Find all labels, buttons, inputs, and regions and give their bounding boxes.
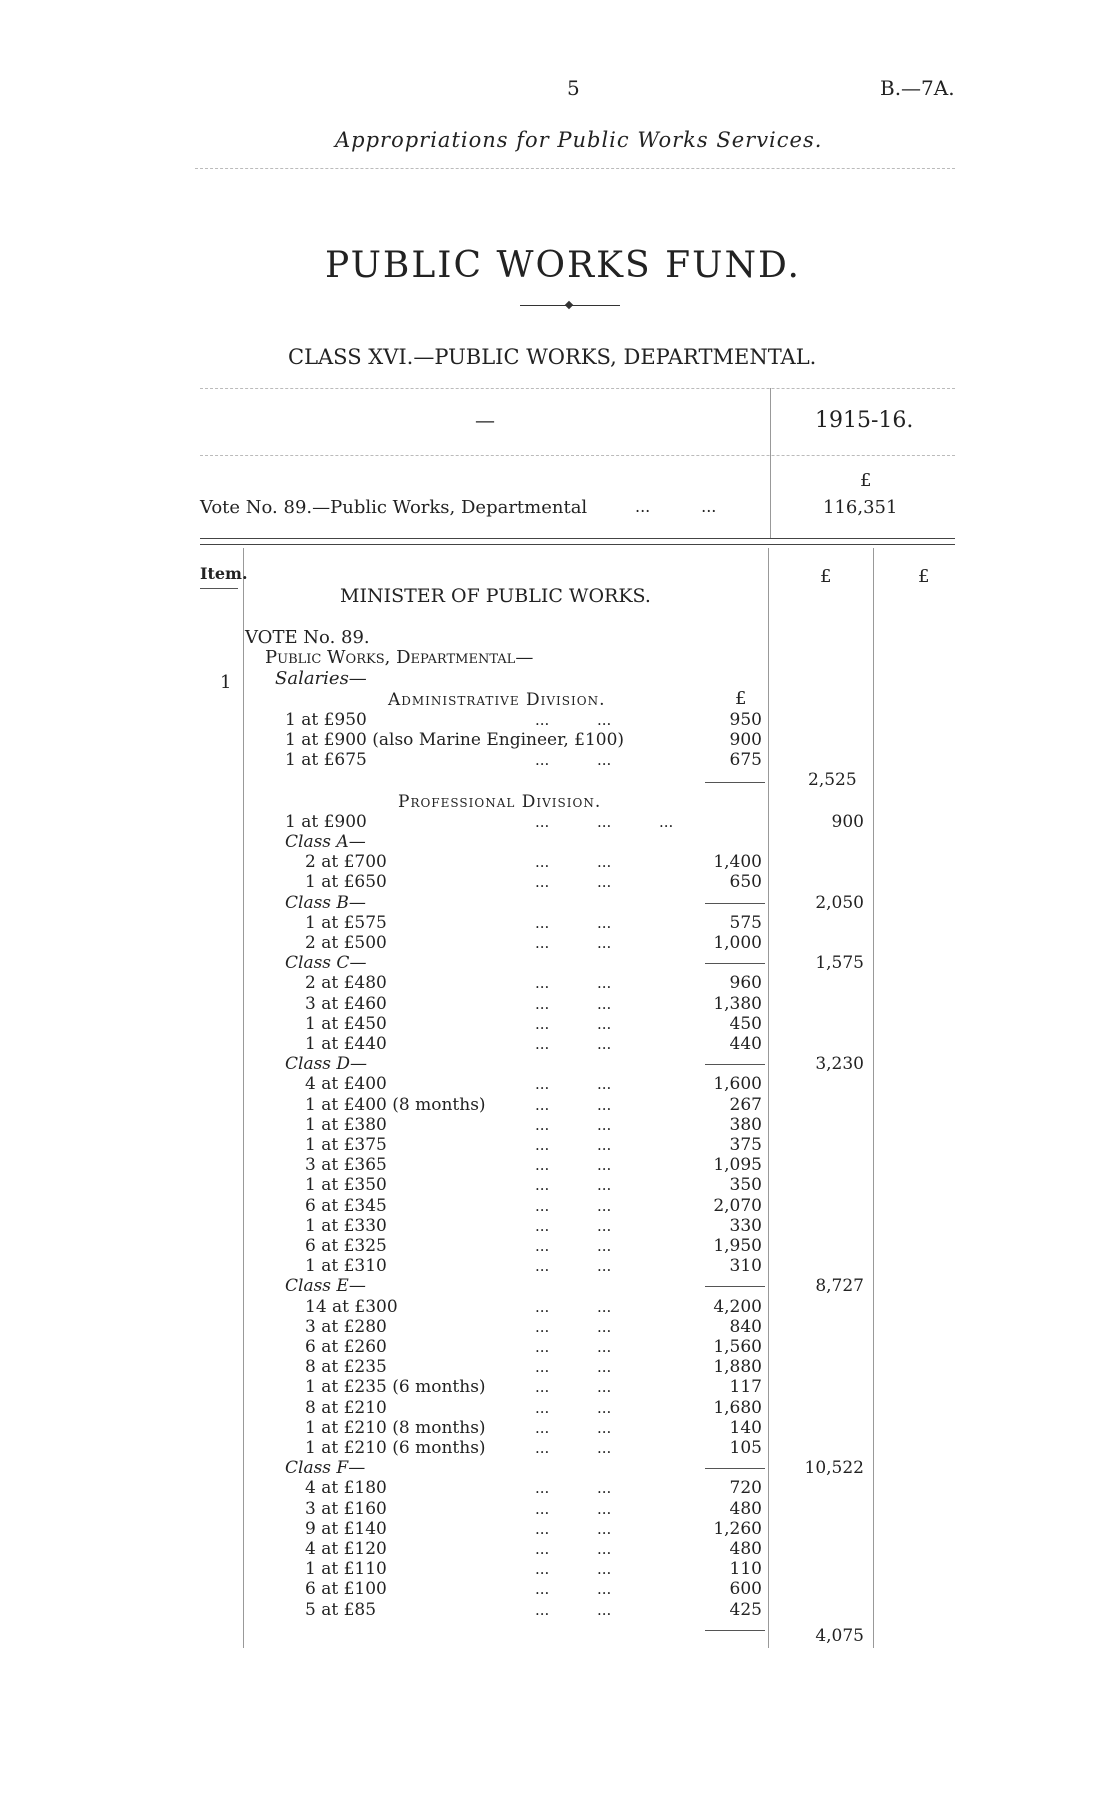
row-dots: ... ... bbox=[535, 1378, 612, 1397]
row-dots: ... ... bbox=[535, 1014, 612, 1033]
subtotal-rule bbox=[705, 1630, 765, 1631]
header-divider bbox=[195, 168, 955, 169]
document-reference: B.—7A. bbox=[880, 76, 955, 100]
row-text: 5 at £85 bbox=[305, 1599, 377, 1620]
row-text: 8 at £210 bbox=[305, 1397, 387, 1418]
row-amount: 450 bbox=[729, 1013, 762, 1034]
row-dots: ... ... bbox=[535, 1540, 612, 1558]
salary-row bbox=[0, 1398, 1114, 1418]
salary-row bbox=[0, 1539, 1114, 1559]
class-label-row bbox=[0, 1276, 1114, 1296]
salary-row bbox=[0, 1438, 1114, 1458]
row-dots: ... ... bbox=[535, 1216, 612, 1235]
vote-summary-dots: ... ... bbox=[635, 497, 717, 516]
class-total: 8,727 bbox=[815, 1276, 864, 1297]
row-dots: ... ... bbox=[535, 1317, 612, 1336]
row-amount: 1,095 bbox=[713, 1155, 762, 1176]
item-number: 1 bbox=[220, 672, 232, 693]
row-text: 2 at £500 bbox=[305, 933, 387, 953]
row-text: 2 at £480 bbox=[305, 973, 387, 994]
class-total: 4,075 bbox=[815, 1625, 864, 1646]
subtotal-rule bbox=[705, 1064, 765, 1065]
class-label: Class E— bbox=[285, 1276, 366, 1297]
admin-total: 2,525 bbox=[808, 770, 857, 790]
title-ornament bbox=[520, 302, 620, 308]
subtotal-rule bbox=[705, 1468, 765, 1469]
row-dots: ... ... bbox=[535, 751, 612, 769]
row-amount: 840 bbox=[729, 1316, 762, 1337]
row-dots: ... ... bbox=[535, 1136, 612, 1154]
row-dots: ... ... bbox=[535, 1439, 612, 1457]
vote-summary-amount: 116,351 bbox=[823, 497, 898, 518]
row-text: 1 at £900 bbox=[285, 812, 367, 832]
summary-column-divider bbox=[770, 388, 771, 538]
class-label-row bbox=[0, 1458, 1114, 1478]
row-amount: 950 bbox=[729, 710, 762, 730]
row-text: 1 at £235 (6 months) bbox=[305, 1377, 486, 1398]
class-title: CLASS XVI.—PUBLIC WORKS, DEPARTMENTAL. bbox=[288, 345, 817, 369]
row-dots: ... ... bbox=[535, 934, 612, 952]
salary-row bbox=[0, 1418, 1114, 1438]
row-dots: ... ... bbox=[535, 1418, 612, 1437]
salary-row bbox=[0, 1115, 1114, 1135]
row-text: 1 at £950 bbox=[285, 710, 367, 730]
row-text: 8 at £235 bbox=[305, 1357, 387, 1378]
salary-row bbox=[0, 1216, 1114, 1236]
row-dots: ... ... bbox=[535, 1358, 612, 1377]
summary-bottom-rule bbox=[200, 538, 955, 539]
subtotal-rule bbox=[705, 903, 765, 904]
page-subtitle: Appropriations for Public Works Services. bbox=[335, 128, 823, 152]
row-dots: ... ... bbox=[535, 1338, 612, 1356]
row-amount: 110 bbox=[729, 1559, 762, 1580]
row-text: 6 at £100 bbox=[305, 1579, 387, 1600]
row-text: 4 at £180 bbox=[305, 1478, 387, 1499]
row-amount: 1,600 bbox=[713, 1074, 762, 1095]
row-amount: 105 bbox=[729, 1438, 762, 1458]
row-text: 1 at £450 bbox=[305, 1013, 387, 1034]
vote-summary-text: Vote No. 89.—Public Works, Departmental bbox=[200, 497, 588, 518]
row-text: 9 at £140 bbox=[305, 1518, 387, 1539]
salary-row bbox=[0, 1236, 1114, 1256]
row-dots: ... ... bbox=[535, 853, 612, 872]
row-amount: 1,880 bbox=[713, 1357, 762, 1378]
item-header-rule bbox=[200, 588, 238, 589]
salary-row bbox=[0, 872, 1114, 892]
row-text: 1 at £375 bbox=[305, 1135, 387, 1155]
row-text: 2 at £700 bbox=[305, 852, 387, 873]
salary-row bbox=[0, 973, 1114, 993]
row-text: 14 at £300 bbox=[305, 1296, 398, 1317]
row-amount: 1,400 bbox=[713, 852, 762, 873]
department-label: Public Works, Departmental— bbox=[265, 647, 534, 668]
row-text: 1 at £400 (8 months) bbox=[305, 1094, 486, 1115]
row-amount: 480 bbox=[729, 1498, 762, 1519]
item-header: Item. bbox=[200, 564, 248, 583]
row-amount: 1,260 bbox=[713, 1518, 762, 1539]
class-label: Class C— bbox=[285, 953, 367, 974]
final-total-row bbox=[0, 1626, 1114, 1646]
row-amount: 900 bbox=[729, 730, 762, 750]
class-label-row bbox=[0, 832, 1114, 852]
row-dots: ... ... bbox=[535, 1257, 612, 1276]
salary-row bbox=[0, 1317, 1114, 1337]
row-text: 1 at £210 (6 months) bbox=[305, 1438, 486, 1458]
row-text: 1 at £330 bbox=[305, 1215, 387, 1236]
salary-row bbox=[0, 1014, 1114, 1034]
class-label-row bbox=[0, 1054, 1114, 1074]
row-amount: 2,070 bbox=[713, 1195, 762, 1216]
row-dots: ... ... bbox=[535, 1560, 612, 1579]
salary-row bbox=[0, 913, 1114, 933]
row-amount: 1,380 bbox=[713, 993, 762, 1014]
row-text: 1 at £675 bbox=[285, 750, 367, 770]
salary-row bbox=[0, 852, 1114, 872]
row-text: 6 at £345 bbox=[305, 1195, 387, 1216]
row-text: 1 at £310 bbox=[305, 1256, 387, 1277]
salary-row bbox=[0, 933, 1114, 953]
salary-row bbox=[0, 1519, 1114, 1539]
pound-header-2: £ bbox=[918, 566, 930, 587]
row-amount: 267 bbox=[729, 1094, 762, 1115]
summary-currency: £ bbox=[860, 470, 872, 491]
row-amount: 375 bbox=[729, 1135, 762, 1155]
subtotal-rule bbox=[705, 963, 765, 964]
row-dots: ... ... ... bbox=[535, 813, 674, 831]
row-dots: ... ... bbox=[535, 994, 612, 1013]
salary-row bbox=[0, 1175, 1114, 1195]
row-amount: 650 bbox=[729, 872, 762, 893]
row-amount: 1,560 bbox=[713, 1337, 762, 1357]
salaries-label: Salaries— bbox=[275, 668, 367, 689]
row-text: 1 at £440 bbox=[305, 1034, 387, 1054]
row-amount: 380 bbox=[729, 1114, 762, 1135]
row-text: 1 at £380 bbox=[305, 1114, 387, 1135]
row-dots: ... ... bbox=[535, 873, 612, 892]
row-amount: 117 bbox=[729, 1377, 762, 1398]
row-dots: ... ... bbox=[535, 974, 612, 993]
summary-year: 1915-16. bbox=[815, 408, 914, 433]
row-dots: ... ... bbox=[535, 1297, 612, 1316]
class-label: Class A— bbox=[285, 832, 366, 852]
salary-row bbox=[0, 1499, 1114, 1519]
row-amount: 720 bbox=[729, 1478, 762, 1499]
row-amount: 1,680 bbox=[713, 1397, 762, 1418]
row-text: 4 at £120 bbox=[305, 1539, 387, 1559]
row-text: 3 at £460 bbox=[305, 993, 387, 1014]
row-text: 1 at £650 bbox=[305, 872, 387, 893]
row-dots: ... ... bbox=[535, 1156, 612, 1175]
row-text: 4 at £400 bbox=[305, 1074, 387, 1095]
admin-division-heading: Administrative Division. bbox=[388, 690, 606, 710]
class-label: Class D— bbox=[285, 1054, 368, 1075]
row-amount: 425 bbox=[729, 1599, 762, 1620]
class-label: Class F— bbox=[285, 1458, 366, 1479]
class-total: 2,050 bbox=[815, 892, 864, 913]
salary-row bbox=[0, 1135, 1114, 1155]
row-dots: ... ... bbox=[535, 1499, 612, 1518]
summary-mid-rule bbox=[200, 455, 955, 456]
row-amount: 310 bbox=[729, 1256, 762, 1277]
fund-title: PUBLIC WORKS FUND. bbox=[325, 245, 801, 286]
salary-row bbox=[0, 1297, 1114, 1317]
professional-lead-row bbox=[0, 812, 1114, 832]
subtotal-rule bbox=[705, 1286, 765, 1287]
row-dots: ... ... bbox=[535, 1095, 612, 1114]
row-dots: ... ... bbox=[535, 1075, 612, 1094]
row-dots: ... ... bbox=[535, 1580, 612, 1599]
row-amount: 330 bbox=[729, 1215, 762, 1236]
summary-bottom-rule-2 bbox=[200, 544, 955, 545]
salary-row bbox=[0, 1357, 1114, 1377]
row-amount: 960 bbox=[729, 973, 762, 994]
row-amount: 600 bbox=[729, 1579, 762, 1600]
row-text: 3 at £280 bbox=[305, 1316, 387, 1337]
row-text: 6 at £260 bbox=[305, 1337, 387, 1357]
row-amount: 140 bbox=[729, 1417, 762, 1438]
class-total: 1,575 bbox=[815, 953, 864, 974]
pound-header-1: £ bbox=[820, 566, 832, 587]
row-dots: ... ... bbox=[535, 1196, 612, 1215]
class-label-row bbox=[0, 953, 1114, 973]
admin-row bbox=[0, 730, 1114, 750]
salary-row bbox=[0, 1196, 1114, 1216]
row-dots: ... ... bbox=[535, 1398, 612, 1417]
row-dots: ... ... bbox=[535, 1115, 612, 1134]
row-dots: ... ... bbox=[535, 913, 612, 932]
class-label-row bbox=[0, 893, 1114, 913]
salary-row bbox=[0, 1256, 1114, 1276]
row-dots: ... ... bbox=[535, 1479, 612, 1498]
row-dots: ... ... bbox=[535, 1176, 612, 1195]
salary-row bbox=[0, 1337, 1114, 1357]
row-dots: ... ... bbox=[535, 711, 612, 729]
row-amount: 440 bbox=[729, 1034, 762, 1054]
row-text: 1 at £210 (8 months) bbox=[305, 1417, 486, 1438]
vote-label: VOTE No. 89. bbox=[245, 627, 370, 648]
salary-row bbox=[0, 1074, 1114, 1094]
professional-division-heading: Professional Division. bbox=[398, 792, 602, 812]
salary-row bbox=[0, 1600, 1114, 1620]
row-dots: ... ... bbox=[535, 1519, 612, 1538]
row-text: 1 at £575 bbox=[305, 912, 387, 933]
salary-row bbox=[0, 1377, 1114, 1397]
admin-row bbox=[0, 710, 1114, 730]
class-total: 3,230 bbox=[815, 1054, 864, 1075]
row-text: 1 at £900 (also Marine Engineer, £100) bbox=[285, 730, 625, 750]
row-amount: 480 bbox=[729, 1539, 762, 1559]
admin-subtotal-rule bbox=[705, 782, 765, 783]
row-dots: ... ... bbox=[535, 1237, 612, 1255]
row-amount: 350 bbox=[729, 1175, 762, 1196]
page-number: 5 bbox=[567, 76, 580, 100]
admin-currency: £ bbox=[735, 688, 747, 709]
salary-row bbox=[0, 1095, 1114, 1115]
salary-row bbox=[0, 1559, 1114, 1579]
summary-top-rule bbox=[200, 388, 955, 389]
row-amount: 1,000 bbox=[713, 933, 762, 953]
row-text: 3 at £365 bbox=[305, 1155, 387, 1176]
salary-row bbox=[0, 994, 1114, 1014]
salary-row bbox=[0, 1579, 1114, 1599]
class-total: 10,522 bbox=[804, 1458, 864, 1479]
row-amount: 575 bbox=[729, 912, 762, 933]
row-amount: 1,950 bbox=[713, 1236, 762, 1256]
ministry-heading: MINISTER OF PUBLIC WORKS. bbox=[340, 585, 651, 607]
row-dots: ... ... bbox=[535, 1035, 612, 1053]
salary-row bbox=[0, 1478, 1114, 1498]
class-label: Class B— bbox=[285, 892, 366, 913]
summary-column-label: — bbox=[475, 408, 495, 432]
row-amount: 675 bbox=[729, 750, 762, 770]
row-text: 1 at £110 bbox=[305, 1559, 387, 1580]
row-amount: 4,200 bbox=[713, 1296, 762, 1317]
salary-row bbox=[0, 1034, 1114, 1054]
row-dots: ... ... bbox=[535, 1600, 612, 1619]
salary-row bbox=[0, 1155, 1114, 1175]
row-text: 6 at £325 bbox=[305, 1236, 387, 1256]
row-total: 900 bbox=[831, 812, 864, 832]
row-text: 1 at £350 bbox=[305, 1175, 387, 1196]
admin-row bbox=[0, 750, 1114, 770]
row-text: 3 at £160 bbox=[305, 1498, 387, 1519]
